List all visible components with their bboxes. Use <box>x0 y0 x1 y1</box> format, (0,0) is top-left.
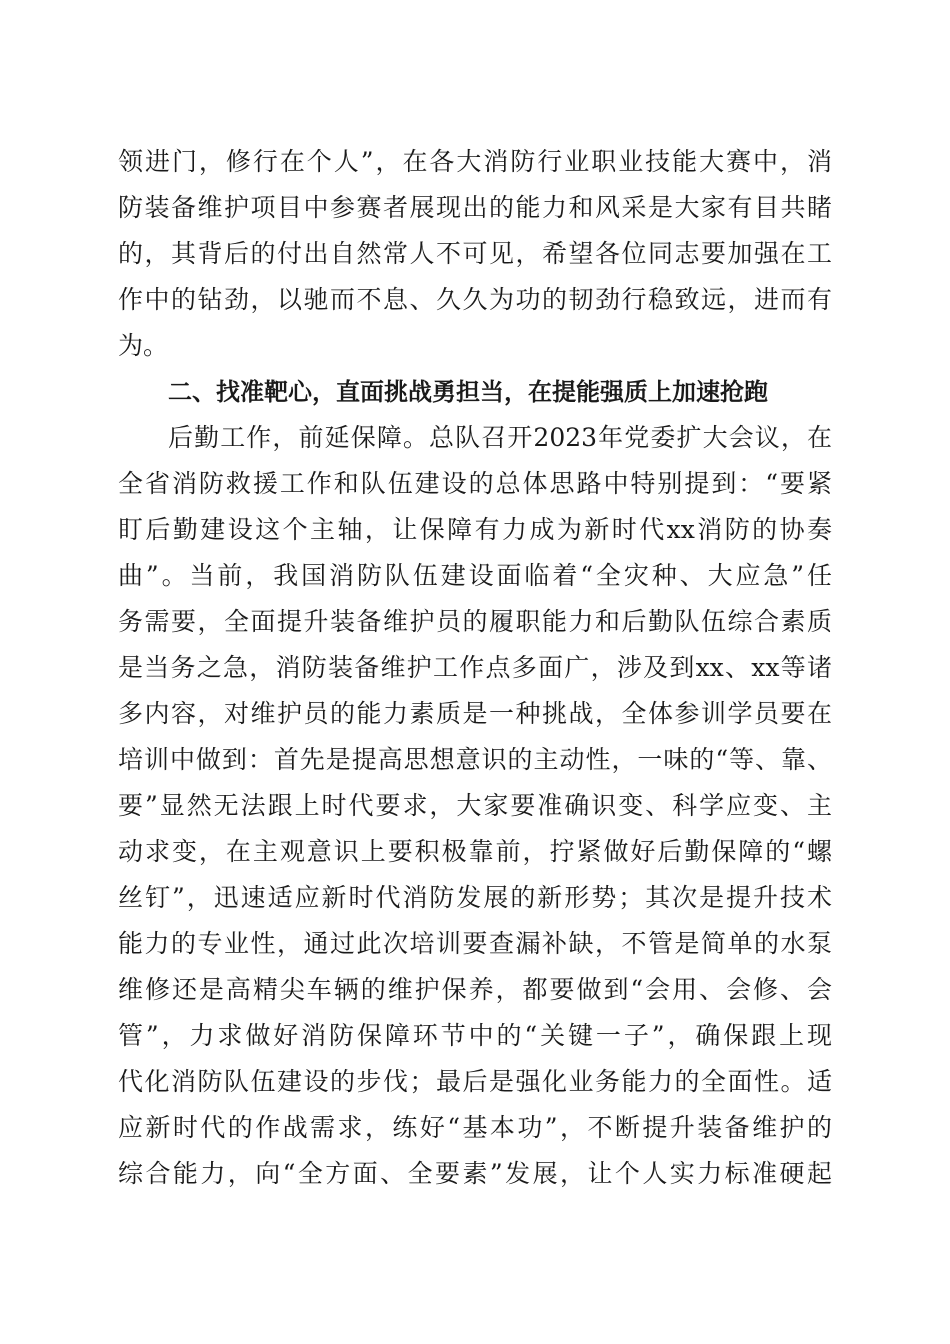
paragraph-line: 后勤工作，前延保障。总队召开2023年党委扩大会议，在 <box>168 423 832 452</box>
paragraph-line: 的，其背后的付出自然常人不可见，希望各位同志要加强在工 <box>118 239 832 268</box>
section-heading: 二、找准靶心，直面挑战勇担当，在提能强质上加速抢跑 <box>168 378 768 406</box>
paragraph-line: 要”显然无法跟上时代要求，大家要准确识变、科学应变、主 <box>118 791 832 820</box>
paragraph-line: 务需要，全面提升装备维护员的履职能力和后勤队伍综合素质 <box>118 607 832 636</box>
paragraph-line: 领进门，修行在个人”，在各大消防行业职业技能大赛中，消 <box>118 147 832 176</box>
paragraph-line: 盯后勤建设这个主轴，让保障有力成为新时代xx消防的协奏 <box>118 515 832 544</box>
paragraph-line: 防装备维护项目中参赛者展现出的能力和风采是大家有目共睹 <box>118 193 832 222</box>
paragraph-line: 丝钉”，迅速适应新时代消防发展的新形势；其次是提升技术 <box>118 883 832 912</box>
paragraph-line: 为。 <box>118 331 169 360</box>
paragraph-line: 代化消防队伍建设的步伐；最后是强化业务能力的全面性。适 <box>118 1067 832 1096</box>
paragraph-line: 作中的钻劲，以驰而不息、久久为功的韧劲行稳致远，进而有 <box>118 285 832 314</box>
paragraph-line: 维修还是高精尖车辆的维护保养，都要做到“会用、会修、会 <box>118 975 832 1004</box>
paragraph-line: 动求变，在主观意识上要积极靠前，拧紧做好后勤保障的“螺 <box>118 837 832 866</box>
paragraph-line: 综合能力，向“全方面、全要素”发展，让个人实力标准硬起 <box>118 1159 832 1188</box>
paragraph-line: 培训中做到：首先是提高思想意识的主动性，一味的“等、靠、 <box>118 745 832 774</box>
paragraph-line: 能力的专业性，通过此次培训要查漏补缺，不管是简单的水泵 <box>118 929 832 958</box>
paragraph-line: 是当务之急，消防装备维护工作点多面广，涉及到xx、xx等诸 <box>118 653 832 682</box>
paragraph-line: 曲”。当前，我国消防队伍建设面临着“全灾种、大应急”任 <box>118 561 832 590</box>
paragraph-line: 管”，力求做好消防保障环节中的“关键一子”，确保跟上现 <box>118 1021 832 1050</box>
paragraph-line: 应新时代的作战需求，练好“基本功”，不断提升装备维护的 <box>118 1113 832 1142</box>
paragraph-line: 全省消防救援工作和队伍建设的总体思路中特别提到：“要紧 <box>118 469 832 498</box>
paragraph-line: 多内容，对维护员的能力素质是一种挑战，全体参训学员要在 <box>118 699 832 728</box>
